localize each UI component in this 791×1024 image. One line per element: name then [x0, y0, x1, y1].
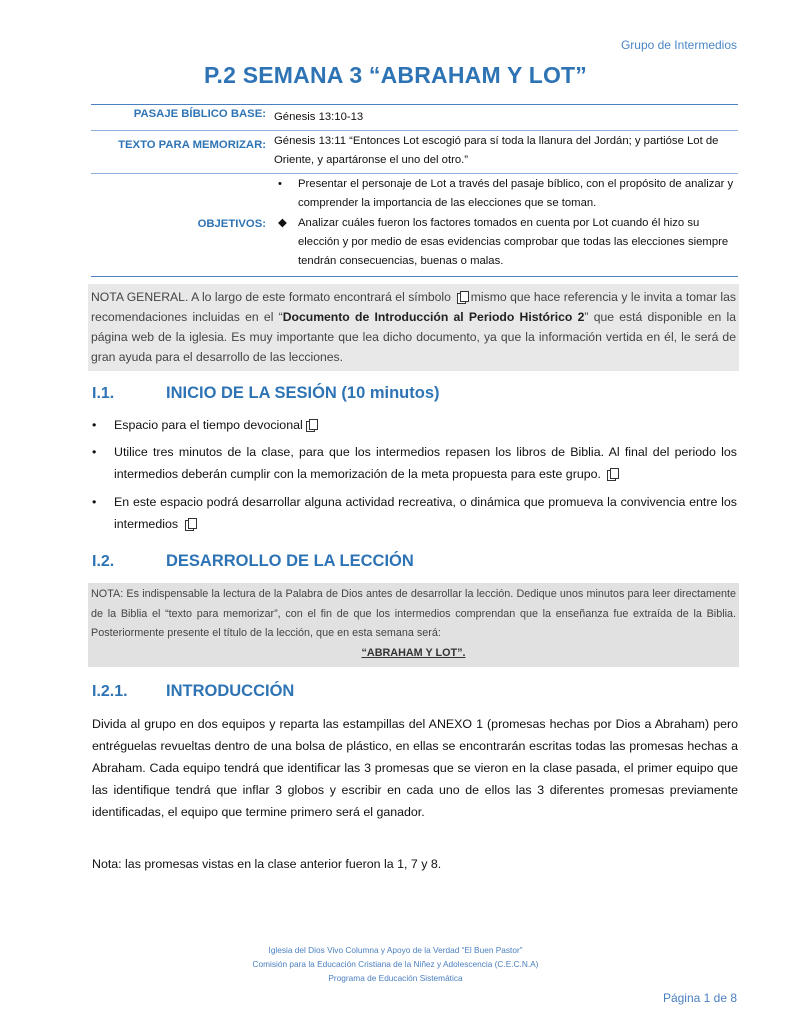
introduction-note: Nota: las promesas vistas en la clase anterior fueron la 1, 7 y 8. — [92, 857, 442, 871]
section-2-title: DESARROLLO DE LA LECCIÓN — [166, 552, 414, 570]
list-item: • Espacio para el tiempo devocional — [92, 414, 737, 436]
texto-memorizar-label: TEXTO PARA MEMORIZAR: — [91, 131, 274, 174]
footer — [0, 943, 791, 985]
general-note: NOTA GENERAL. A lo largo de este formato encontrará el símbolo mismo que hace referencia y le invita a tomar las recomendaciones incluidas en el “Documento de Introducción al Periodo Histórico 2” que está disponible en la página web de la iglesia. Es muy importante que lea dicho documento, ya que la información vertida en él, le será de gran ayuda para el desarrollo de las lecciones. — [88, 284, 739, 371]
lesson-note — [88, 583, 739, 667]
pasaje-label: PASAJE BÍBLICO BASE: — [91, 105, 274, 131]
document-reference-icon — [607, 468, 617, 480]
lesson-info-table — [91, 104, 738, 277]
section-21-number: I.2.1. — [92, 683, 128, 700]
objetivos-list — [274, 175, 738, 271]
texto-memorizar-value: Génesis 13:11 “Entonces Lot escogió para sí toda la llanura del Jordán; y partióse Lot de Oriente, y apartáronse el uno del otro.” — [274, 131, 738, 174]
document-reference-icon — [457, 291, 467, 303]
footer-line-3: Programa de Educación Sistemática — [328, 973, 463, 983]
section-1-number: I.1. — [92, 385, 115, 402]
lesson-note-text: NOTA: Es indispensable la lectura de la Palabra de Dios antes de desarrollar la lección. Dedique unos minutos para leer directamente de la Biblia el “texto para memorizar”, con el fin de que los intermedios comprendan que la enseñanza fue extraída de la Biblia. Posteriormente presente el título de la lección, que en esta semana será: — [91, 588, 736, 639]
section-1-title: INICIO DE LA SESIÓN (10 minutos) — [166, 384, 440, 402]
document-reference-icon — [185, 518, 195, 530]
pasaje-value: Génesis 13:10-13 — [274, 105, 738, 131]
lesson-title-callout: “ABRAHAM Y LOT”. — [361, 646, 466, 659]
page-number: Página 1 de 8 — [662, 991, 737, 1005]
footer-line-2: Comisión para la Educación Cristiana de la Niñez y Adolescencia (C.E.C.N.A) — [252, 959, 539, 969]
list-item: • En este espacio podrá desarrollar alguna actividad recreativa, o dinámica que promueva la convivencia entre los intermedios — [92, 495, 737, 531]
page-title: P.2 SEMANA 3 “ABRAHAM Y LOT” — [203, 62, 588, 88]
document-reference-icon — [306, 419, 316, 431]
objetivo-item: ◆ Analizar cuáles fueron los factores tomados en cuenta por Lot cuando él hizo su elección y por medio de esas evidencias comprobar que todas las elecciones siempre tendrán consecuencias, buenas o malas. — [278, 217, 729, 267]
introduction-paragraph: Divida al grupo en dos equipos y reparta las estampillas del ANEXO 1 (promesas hechas por Dios a Abraham) pero entréguelas revueltas dentro de una bolsa de plástico, en ellas se encontrarán escritas todas las promesas hechas a Abraham. Cada equipo tendrá que identificar las 3 promesas que se vieron en la clase pasada, el primer equipo que las identifique tendrá que inflar 3 globos y escribir en cada uno de ellos las 3 diferentes promesas previamente identificadas, el equipo que termine primero será el ganador. — [92, 717, 738, 819]
header-group-name: Grupo de Intermedios — [620, 38, 737, 52]
section-21-title: INTRODUCCIÓN — [166, 682, 295, 700]
list-item: • Utilice tres minutos de la clase, para que los intermedios repasen los libros de Biblia. Al final del periodo los intermedios deberán cumplir con la memorización de la meta propuesta para este grupo. — [92, 445, 737, 481]
objetivos-label: OBJETIVOS: — [91, 174, 274, 277]
section-2-number: I.2. — [92, 553, 115, 570]
objetivos-list-cell — [274, 174, 738, 277]
footer-line-1: Iglesia del Dios Vivo Columna y Apoyo de la Verdad “El Buen Pastor” — [268, 945, 523, 955]
objetivo-item: • Presentar el personaje de Lot a través del pasaje bíblico, con el propósito de analizar y comprender la importancia de las elecciones que se toman. — [278, 178, 734, 209]
